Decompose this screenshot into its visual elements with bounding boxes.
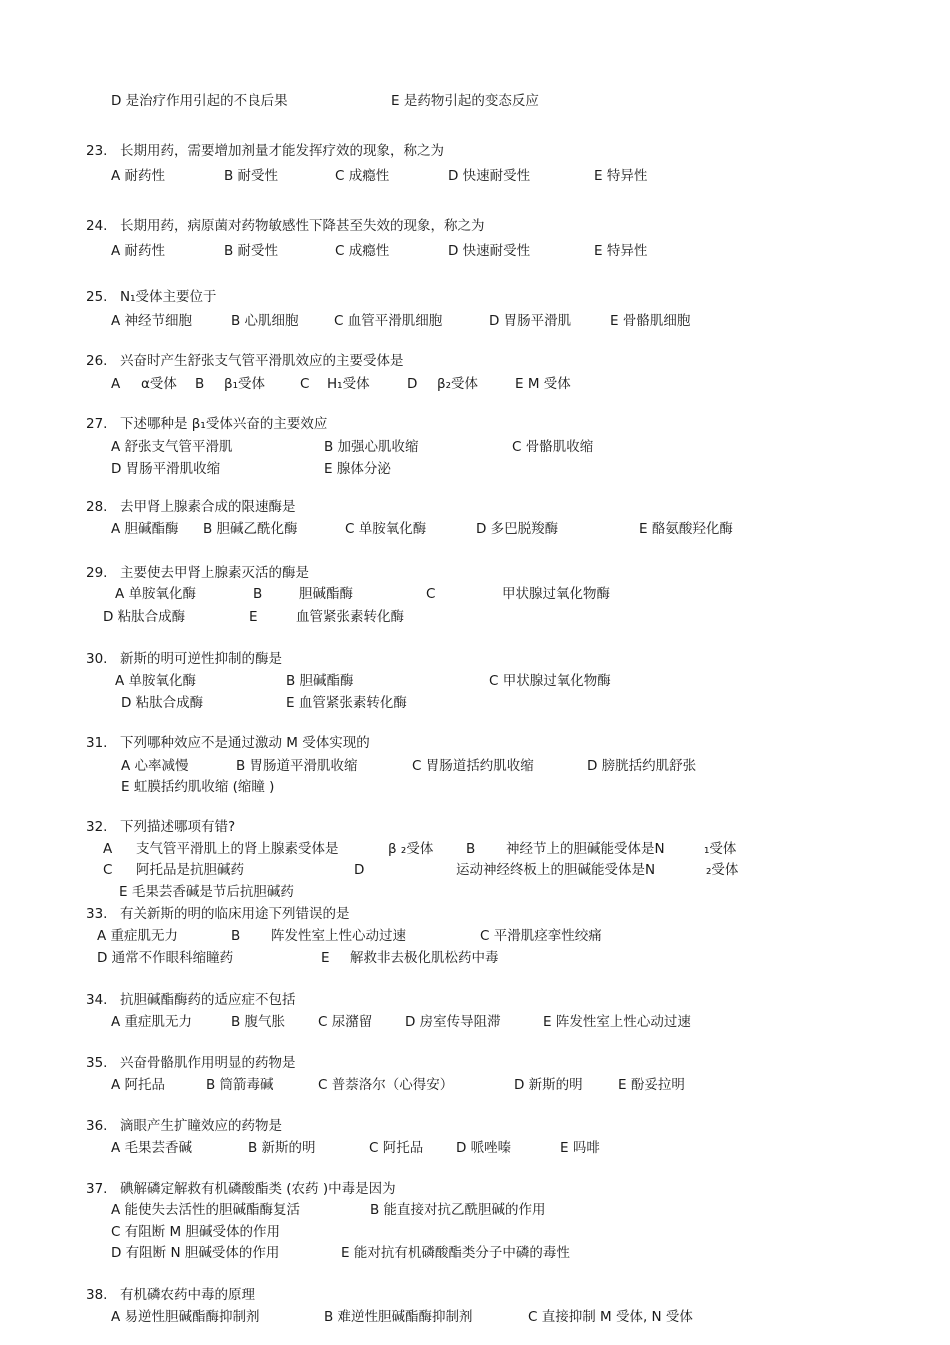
option: 阿托品是抗胆碱药: [136, 862, 244, 878]
option: C 骨骼肌收缩: [512, 439, 594, 455]
option: C 血管平滑肌细胞: [334, 313, 443, 329]
option: A 易逆性胆碱酯酶抑制剂: [111, 1309, 260, 1325]
question-34: [86, 992, 296, 1008]
question-stem: 滴眼产生扩瞳效应的药物是: [120, 1118, 282, 1134]
option: B 能直接对抗乙酰胆碱的作用: [370, 1202, 546, 1218]
option-letter: E: [321, 950, 330, 966]
option: B 胆碱酯酶: [286, 673, 354, 689]
option: 解救非去极化肌松药中毒: [350, 950, 499, 966]
question-stem: 主要使去甲肾上腺素灭活的酶是: [120, 565, 309, 581]
question-stem: 长期用药，需要增加剂量才能发挥疗效的现象，称之为: [120, 143, 444, 159]
question-35: [86, 1055, 296, 1071]
question-number: 29.: [86, 565, 108, 581]
option-letter: A: [103, 841, 113, 857]
option: D 通常不作眼科缩瞳药: [97, 950, 234, 966]
question-number: 31.: [86, 735, 108, 751]
option-letter: C: [103, 862, 113, 878]
option: E 腺体分泌: [324, 461, 391, 477]
question-number: 30.: [86, 651, 108, 667]
option: D 粘肽合成酶: [121, 695, 204, 711]
option: 阵发性室上性心动过速: [271, 928, 406, 944]
question-38: [86, 1287, 255, 1303]
option: B 腹气胀: [231, 1014, 286, 1030]
option: C 直接抑制 M 受体, N 受体: [528, 1309, 693, 1325]
option: D 多巴脱羧酶: [476, 521, 559, 537]
question-27: [86, 416, 327, 432]
question-30: [86, 651, 282, 667]
option: D 快速耐受性: [448, 168, 531, 184]
option: E M 受体: [515, 376, 571, 392]
option: D 房室传导阻滞: [405, 1014, 501, 1030]
option: B 胆碱乙酰化酶: [203, 521, 298, 537]
option: α受体: [141, 376, 177, 392]
option: A 舒张支气管平滑肌: [111, 439, 233, 455]
option: D 哌唑嗪: [456, 1140, 512, 1156]
option-letter: D: [407, 376, 418, 392]
question-23: [86, 143, 444, 159]
option: 运动神经终板上的胆碱能受体是N: [456, 862, 656, 878]
option: 神经节上的胆碱能受体是N: [506, 841, 665, 857]
question-24: [86, 218, 485, 234]
question-28: [86, 499, 296, 515]
option: E 血管紧张素转化酶: [286, 695, 407, 711]
option-letter: B: [466, 841, 476, 857]
question-stem: 新斯的明可逆性抑制的酶是: [120, 651, 282, 667]
option: D 膀胱括约肌舒张: [587, 758, 697, 774]
option: C 有阻断 M 胆碱受体的作用: [111, 1224, 280, 1240]
option: H₁受体: [327, 376, 370, 392]
option: B 胃肠道平滑肌收缩: [236, 758, 358, 774]
option: A 重症肌无力: [97, 928, 179, 944]
question-number: 23.: [86, 143, 108, 159]
question-stem: 兴奋时产生舒张支气管平滑肌效应的主要受体是: [120, 353, 404, 369]
question-25: [86, 289, 217, 305]
option: β ₂受体: [388, 841, 434, 857]
option: A 能使失去活性的胆碱酯酶复活: [111, 1202, 301, 1218]
option: β₂受体: [437, 376, 479, 392]
option: E 特异性: [594, 243, 648, 259]
option: D 新斯的明: [514, 1077, 583, 1093]
option: A 重症肌无力: [111, 1014, 193, 1030]
option: C 阿托品: [369, 1140, 424, 1156]
option: B 耐受性: [224, 243, 279, 259]
question-number: 34.: [86, 992, 108, 1008]
question-stem: 下述哪种是 β₁受体兴奋的主要效应: [120, 416, 328, 432]
option: B 加强心肌收缩: [324, 439, 419, 455]
option-letter: B: [195, 376, 205, 392]
option: D 有阻断 N 胆碱受体的作用: [111, 1245, 280, 1261]
option: 甲状腺过氧化物酶: [502, 586, 610, 602]
option: B 难逆性胆碱酯酶抑制剂: [324, 1309, 473, 1325]
option: B 耐受性: [224, 168, 279, 184]
option: β₁受体: [224, 376, 266, 392]
question-number: 26.: [86, 353, 108, 369]
option: E 酪氨酸羟化酶: [639, 521, 733, 537]
option: B 心肌细胞: [231, 313, 299, 329]
option: A 耐药性: [111, 243, 166, 259]
option: ₂受体: [706, 862, 739, 878]
option-letter: D: [354, 862, 365, 878]
option: C 成瘾性: [335, 168, 390, 184]
option-e: E 是药物引起的变态反应: [391, 93, 539, 109]
question-stem: 碘解磷定解救有机磷酸酯类 (农药 )中毒是因为: [120, 1181, 396, 1197]
question-number: 37.: [86, 1181, 108, 1197]
question-stem: 有关新斯的明的临床用途下列错误的是: [120, 906, 350, 922]
question-number: 35.: [86, 1055, 108, 1071]
option: D 胃肠平滑肌收缩: [111, 461, 221, 477]
option: B 新斯的明: [248, 1140, 316, 1156]
question-29: [86, 565, 309, 581]
option: E 阵发性室上性心动过速: [543, 1014, 691, 1030]
option: A 心率减慢: [121, 758, 189, 774]
option: 血管紧张素转化酶: [296, 609, 404, 625]
option: C 普萘洛尔（心得安）: [318, 1077, 454, 1093]
question-stem: 有机磷农药中毒的原理: [120, 1287, 255, 1303]
option: A 阿托品: [111, 1077, 166, 1093]
option-letter: B: [231, 928, 241, 944]
option-letter: E: [249, 609, 258, 625]
option: C 成瘾性: [335, 243, 390, 259]
question-stem: 下列描述哪项有错?: [120, 819, 236, 835]
option-letter: C: [426, 586, 436, 602]
option: C 尿潴留: [318, 1014, 373, 1030]
option: E 骨骼肌细胞: [610, 313, 691, 329]
option: C 平滑肌痉挛性绞痛: [480, 928, 602, 944]
question-number: 28.: [86, 499, 108, 515]
question-32: [86, 819, 235, 835]
option: B 筒箭毒碱: [206, 1077, 274, 1093]
option: 支气管平滑肌上的肾上腺素受体是: [136, 841, 339, 857]
question-number: 33.: [86, 906, 108, 922]
option-d: D 是治疗作用引起的不良后果: [111, 93, 288, 109]
question-number: 36.: [86, 1118, 108, 1134]
question-stem: N₁受体主要位于: [120, 289, 217, 305]
question-36: [86, 1118, 282, 1134]
option: D 粘肽合成酶: [103, 609, 186, 625]
option-letter: A: [111, 376, 121, 392]
option-letter: C: [300, 376, 310, 392]
question-33: [86, 906, 350, 922]
option: A 毛果芸香碱: [111, 1140, 193, 1156]
option: A 耐药性: [111, 168, 166, 184]
question-number: 24.: [86, 218, 108, 234]
question-26: [86, 353, 404, 369]
option: A 单胺氧化酶: [115, 673, 197, 689]
option: 胆碱酯酶: [299, 586, 353, 602]
option: A 单胺氧化酶: [115, 586, 197, 602]
option: ₁受体: [704, 841, 737, 857]
question-31: [86, 735, 370, 751]
option: D 胃肠平滑肌: [489, 313, 572, 329]
option-letter: B: [253, 586, 263, 602]
option: A 神经节细胞: [111, 313, 193, 329]
option: E 吗啡: [560, 1140, 600, 1156]
question-number: 38.: [86, 1287, 108, 1303]
question-stem: 兴奋骨骼肌作用明显的药物是: [120, 1055, 296, 1071]
question-stem: 下列哪种效应不是通过激动 M 受体实现的: [120, 735, 370, 751]
option: A 胆碱酯酶: [111, 521, 179, 537]
option: C 甲状腺过氧化物酶: [489, 673, 611, 689]
option: C 胃肠道括约肌收缩: [412, 758, 534, 774]
question-37: [86, 1181, 396, 1197]
option: E 毛果芸香碱是节后抗胆碱药: [119, 884, 294, 900]
option: E 能对抗有机磷酸酯类分子中磷的毒性: [341, 1245, 570, 1261]
option: E 特异性: [594, 168, 648, 184]
option: E 酚妥拉明: [618, 1077, 685, 1093]
question-number: 25.: [86, 289, 108, 305]
option: D 快速耐受性: [448, 243, 531, 259]
question-stem: 抗胆碱酯酶药的适应症不包括: [120, 992, 296, 1008]
question-stem: 长期用药，病原菌对药物敏感性下降甚至失效的现象，称之为: [120, 218, 485, 234]
question-number: 27.: [86, 416, 108, 432]
question-stem: 去甲肾上腺素合成的限速酶是: [120, 499, 296, 515]
question-number: 32.: [86, 819, 108, 835]
option: E 虹膜括约肌收缩 (缩瞳 ): [121, 779, 275, 795]
option: C 单胺氧化酶: [345, 521, 427, 537]
